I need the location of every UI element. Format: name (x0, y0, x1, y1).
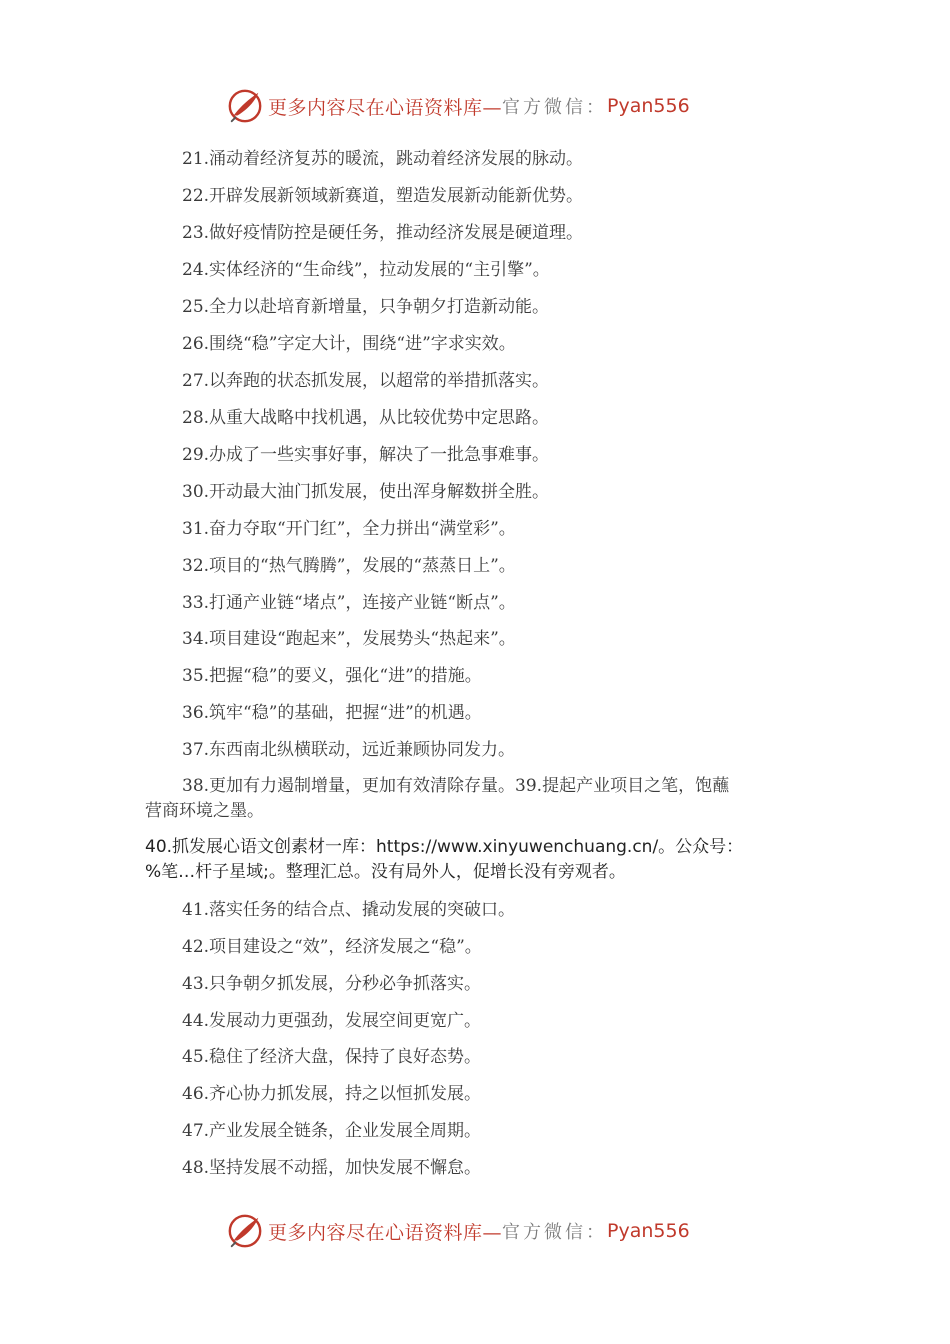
list-item: 43.只争朝夕抓发展，分秒必争抓落实。 (182, 974, 482, 994)
header-banner (226, 86, 746, 126)
list-item: 34.项目建设“跑起来”，发展势头“热起来”。 (182, 629, 516, 649)
paragraph-line: 40.抓发展心语文创素材一库：https://www.xinyuwenchuang.cn/。公众号： (145, 837, 744, 857)
list-item: 35.把握“稳”的要义，强化“进”的措施。 (182, 666, 482, 686)
list-item: 29.办成了一些实事好事，解决了一批急事难事。 (182, 445, 550, 465)
paragraph-line: %笔…杆子星域;。整理汇总。没有局外人，促增长没有旁观者。 (145, 862, 626, 882)
list-item: 44.发展动力更强劲，发展空间更宽广。 (182, 1011, 482, 1031)
list-item: 32.项目的“热气腾腾”，发展的“蒸蒸日上”。 (182, 556, 516, 576)
quill-logo-icon (226, 87, 264, 125)
paragraph-40 (145, 835, 817, 885)
list-item: 36.筑牢“稳”的基础，把握“进”的机遇。 (182, 703, 482, 723)
list-item: 25.全力以赴培育新增量，只争朝夕打造新动能。 (182, 297, 550, 317)
list-item: 23.做好疫情防控是硬任务，推动经济发展是硬道理。 (182, 223, 584, 243)
list-item: 30.开动最大油门抓发展，使出浑身解数拼全胜。 (182, 482, 550, 502)
list-item: 22.开辟发展新领域新赛道，塑造发展新动能新优势。 (182, 186, 584, 206)
list-item: 41.落实任务的结合点、撬动发展的突破口。 (182, 900, 516, 920)
list-item: 26.围绕“稳”字定大计，围绕“进”字求实效。 (182, 334, 516, 354)
header-brand-text: 更多内容尽在心语资料库— (268, 96, 503, 119)
paragraph-line: 38.更加有力遏制增量，更加有效清除存量。39.提起产业项目之笔，饱蘸 (182, 776, 730, 796)
paragraph-38 (145, 774, 817, 824)
list-item: 24.实体经济的“生命线”，拉动发展的“主引擎”。 (182, 260, 550, 280)
list-item: 45.稳住了经济大盘，保持了良好态势。 (182, 1047, 482, 1067)
list-item: 37.东西南北纵横联动，远近兼顾协同发力。 (182, 740, 516, 760)
footer-brand-text: 更多内容尽在心语资料库— (268, 1221, 503, 1244)
footer-wechat-id: Pyan556 (607, 1220, 690, 1242)
list-item: 31.奋力夺取“开门红”，全力拼出“满堂彩”。 (182, 519, 516, 539)
footer-banner (226, 1211, 746, 1251)
footer-wechat-label: 官方微信： (502, 1222, 608, 1243)
list-item: 48.坚持发展不动摇，加快发展不懈怠。 (182, 1158, 482, 1178)
list-item: 21.涌动着经济复苏的暖流，跳动着经济发展的脉动。 (182, 149, 584, 169)
list-item: 27.以奔跑的状态抓发展，以超常的举措抓落实。 (182, 371, 550, 391)
list-item: 33.打通产业链“堵点”，连接产业链“断点”。 (182, 593, 516, 613)
list-item: 28.从重大战略中找机遇，从比较优势中定思路。 (182, 408, 550, 428)
quill-logo-icon (226, 1212, 264, 1250)
list-item: 46.齐心协力抓发展，持之以恒抓发展。 (182, 1084, 482, 1104)
header-wechat-id: Pyan556 (607, 95, 690, 117)
paragraph-line: 营商环境之墨。 (145, 801, 264, 821)
header-wechat-label: 官方微信： (502, 97, 608, 118)
list-item: 47.产业发展全链条，企业发展全周期。 (182, 1121, 482, 1141)
list-item: 42.项目建设之“效”，经济发展之“稳”。 (182, 937, 482, 957)
